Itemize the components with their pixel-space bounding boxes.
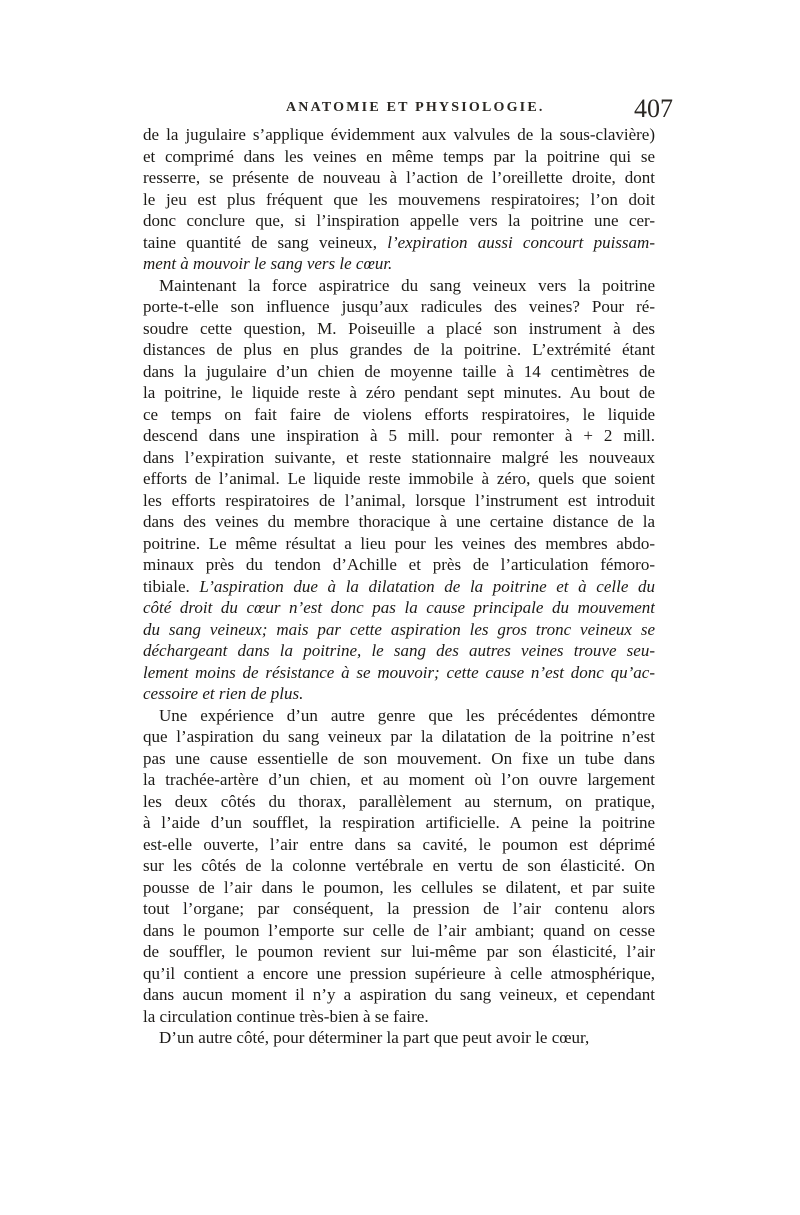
text-run: tibiale.: [143, 576, 200, 596]
text-run: la circulation continue très-bien à se faire.: [143, 1006, 429, 1026]
text-run: sur les côtés de la colonne vertébrale en vertu de son élasticité. On: [143, 856, 655, 875]
text-line: [143, 640, 655, 662]
text-run: donc conclure que, si l’inspiration appelle vers la poitrine une cer-: [143, 211, 655, 230]
text-line: [143, 511, 655, 533]
page-header: [143, 94, 673, 124]
text-line: [143, 683, 655, 705]
text-run: poitrine. Le même résultat a lieu pour les veines des membres abdo-: [143, 533, 655, 553]
text-line: [143, 705, 655, 727]
italic-text: ment à mouvoir le sang vers le cœur.: [143, 254, 393, 273]
text-line: [143, 941, 655, 963]
text-line: [143, 232, 655, 254]
text-run: descend dans une inspiration à 5 mill. pour remonter à + 2 mill.: [143, 426, 655, 445]
text-line: [143, 210, 655, 232]
text-run: tout l’organe; par conséquent, la pression de l’air contenu alors: [143, 899, 655, 918]
text-line: [143, 361, 655, 383]
text-run: ce temps on fait faire de violens efforts respiratoires, le liquide: [143, 404, 655, 424]
text-line: [143, 597, 655, 619]
text-line: [143, 468, 655, 490]
text-line: [143, 253, 655, 275]
text-run: et comprimé dans les veines en même temps par la poitrine qui se: [143, 146, 655, 166]
italic-text: L’aspiration due à la dilatation de la poitrine et à celle du: [199, 576, 655, 596]
text-line: [143, 146, 655, 168]
text-line: [143, 898, 655, 920]
text-line: [143, 425, 655, 447]
text-line: [143, 812, 655, 834]
text-run: taine quantité de sang veineux,: [143, 232, 388, 252]
text-run: le jeu est plus fréquent que les mouvemens respiratoires; l’on doit: [143, 189, 655, 209]
text-run: porte-t-elle son influence jusqu’aux radicules des veines? Pour ré-: [143, 297, 655, 316]
paragraph: [143, 275, 655, 705]
text-run: dans l’expiration suivante, et reste stationnaire malgré les nouveaux: [143, 447, 655, 467]
text-line: [143, 189, 655, 211]
text-line: [143, 382, 655, 404]
text-run: les efforts respiratoires de l’animal, lorsque l’instrument est introduit: [143, 490, 655, 510]
text-line: [143, 791, 655, 813]
text-run: dans la jugulaire d’un chien de moyenne taille à 14 centimètres de: [143, 361, 655, 381]
text-run: efforts de l’animal. Le liquide reste immobile à zéro, quels que soient: [143, 469, 655, 488]
text-run: pas une cause essentielle de son mouvement. On fixe un tube dans: [143, 748, 655, 768]
text-line: [143, 404, 655, 426]
text-line: [143, 576, 655, 598]
italic-text: lement moins de résistance à se mouvoir; cette cause n’est donc qu’ac-: [143, 662, 655, 682]
text-line: [143, 769, 655, 791]
text-line: [143, 855, 655, 877]
text-line: [143, 167, 655, 189]
text-line: [143, 726, 655, 748]
text-run: soudre cette question, M. Poiseuille a placé son instrument à des: [143, 318, 655, 338]
text-run: dans aucun moment il n’y a aspiration du sang veineux, et cependant: [143, 985, 655, 1004]
text-line: [143, 124, 655, 146]
italic-text: côté droit du cœur n’est donc pas la cause principale du mouvement: [143, 598, 655, 617]
text-line: [143, 490, 655, 512]
text-line: [143, 619, 655, 641]
text-line: [143, 877, 655, 899]
page-number: 407: [634, 94, 673, 123]
text-line: [143, 963, 655, 985]
text-run: pousse de l’air dans le poumon, les cellules se dilatent, et par suite: [143, 877, 655, 897]
text-line: [143, 748, 655, 770]
text-run: distances de plus en plus grandes de la poitrine. L’extrémité étant: [143, 340, 655, 359]
text-run: D’un autre côté, pour déterminer la part que peut avoir le cœur,: [159, 1028, 590, 1047]
text-line: [143, 1027, 655, 1049]
text-run: dans le poumon l’emporte sur celle de l’air ambiant; quand on cesse: [143, 920, 655, 940]
italic-text: cessoire et rien de plus.: [143, 684, 304, 703]
text-line: [143, 339, 655, 361]
text-line: [143, 275, 655, 297]
text-run: minaux près du tendon d’Achille et près de l’articulation fémoro-: [143, 555, 655, 574]
text-line: [143, 662, 655, 684]
text-run: resserre, se présente de nouveau à l’action de l’oreillette droite, dont: [143, 168, 655, 187]
text-run: Une expérience d’un autre genre que les précédentes démontre: [159, 705, 655, 725]
italic-text: du sang veineux; mais par cette aspiration les gros tronc veineux se: [143, 619, 655, 639]
text-run: de la jugulaire s’applique évidemment aux valvules de la sous-clavière): [143, 125, 655, 144]
text-run: les deux côtés du thorax, parallèlement au sternum, on pratique,: [143, 791, 655, 811]
text-line: [143, 554, 655, 576]
text-line: [143, 834, 655, 856]
body-text: [143, 124, 655, 1049]
text-run: la poitrine, le liquide reste à zéro pendant sept minutes. Au bout de: [143, 383, 655, 402]
text-run: Maintenant la force aspiratrice du sang veineux vers la poitrine: [159, 275, 655, 295]
text-line: [143, 447, 655, 469]
text-line: [143, 296, 655, 318]
text-run: la trachée-artère d’un chien, et au moment où l’on ouvre largement: [143, 770, 655, 789]
text-line: [143, 984, 655, 1006]
text-run: à l’aide d’un soufflet, la respiration artificielle. A peine la poitrine: [143, 813, 655, 832]
text-run: dans des veines du membre thoracique à une certaine distance de la: [143, 512, 655, 531]
text-line: [143, 533, 655, 555]
paragraph: [143, 1027, 655, 1049]
text-run: qu’il contient a encore une pression supérieure à celle atmosphérique,: [143, 963, 655, 983]
italic-text: l’expiration aussi concourt puissam-: [387, 232, 655, 252]
text-line: [143, 920, 655, 942]
text-run: que l’aspiration du sang veineux par la dilatation de la poitrine n’est: [143, 727, 655, 746]
text-run: est-elle ouverte, l’air entre dans sa cavité, le poumon est déprimé: [143, 834, 655, 854]
text-run: de souffler, le poumon revient sur lui-même par son élasticité, l’air: [143, 942, 655, 961]
paragraph: [143, 124, 655, 275]
text-line: [143, 318, 655, 340]
text-line: [143, 1006, 655, 1028]
paragraph: [143, 705, 655, 1028]
italic-text: déchargeant dans la poitrine, le sang des autres veines trouve seu-: [143, 641, 655, 660]
running-head: ANATOMIE ET PHYSIOLOGIE.: [286, 100, 545, 115]
